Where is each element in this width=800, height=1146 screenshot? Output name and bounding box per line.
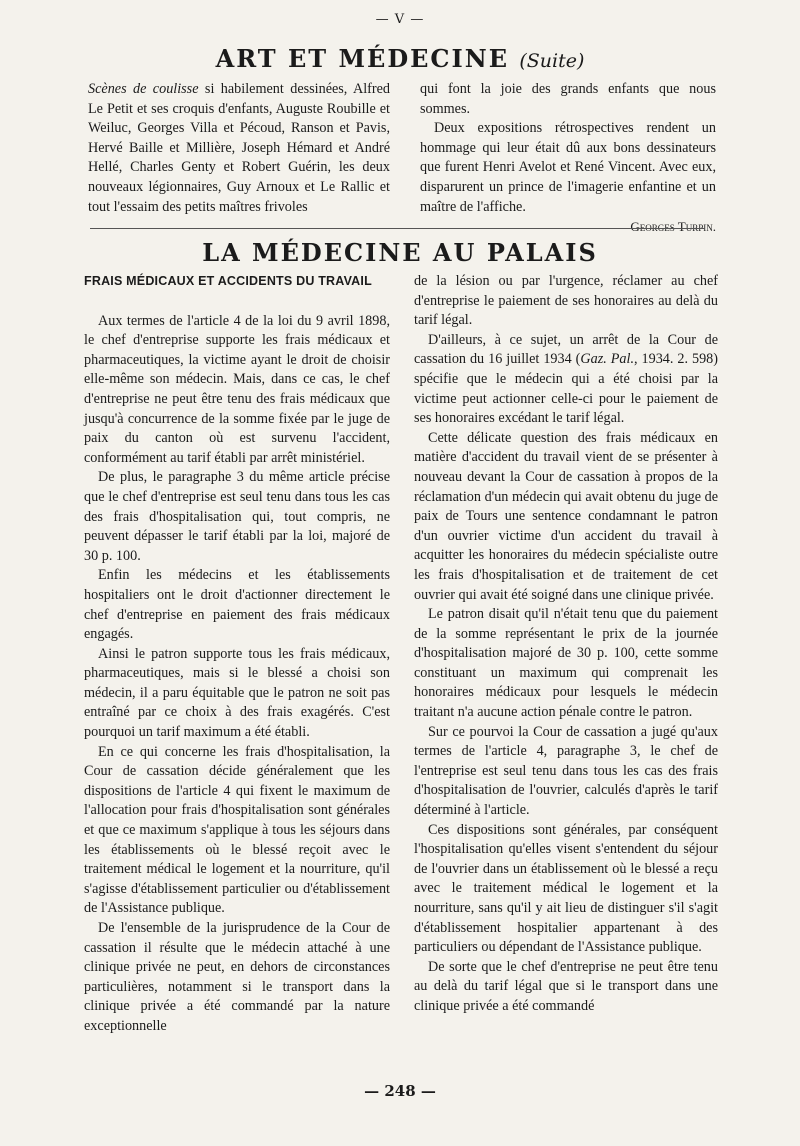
- left-paragraph-3: Enfin les médecins et les établissements hospitaliers ont le droit d'actionner directement le chef d'entreprise en paiement des frais médicaux engagés.: [84, 567, 390, 643]
- left-paragraph-5: En ce qui concerne les frais d'hospitalisation, la Cour de cassation décide généralement que les dispositions de l'article 4 qui fixent le maximum de l'allocation pour frais d'hospitalisation sont générales et que ce maximum s'applique à tous les séjours dans les établissements où le blessé reçoit avec le traitement médical le logement et la nourriture, qu'il s'agisse d'établissement particulier ou d'établissement de l'Assistance publique.: [84, 743, 390, 917]
- article-title-art-et-medecine: [0, 44, 800, 73]
- art-right-paragraph-1: qui font la joie des grands enfants que nous sommes.: [420, 81, 716, 117]
- right-paragraph-0: de la lésion ou par l'urgence, réclamer au chef d'entreprise le paiement de ses honoraires au delà du tarif légal.: [414, 273, 718, 329]
- right-paragraph-2: Cette délicate question des frais médicaux en matière d'accident du travail vient de se présenter à nouveau devant la Cour de cassation à propos de la réclamation d'un médecin qui avait obtenu du juge de paix de Tours une sentence condamnant le patron d'un ouvrier victime d'un accident du travail à acquitter les honoraires du médecin spécialiste outre les frais d'hospitalisation et de traitement de cet ouvrier qui avait été soigné dans une clinique privée.: [414, 429, 718, 603]
- article-title-medecine-au-palais: LA MÉDECINE AU PALAIS: [202, 238, 598, 267]
- palais-right-column: [414, 272, 718, 1017]
- title-suite: (Suite): [519, 50, 585, 72]
- right-paragraph-1-start: D'ailleurs, à ce sujet, un arrêt de la Cour de cassation du 16 juillet 1934 (: [414, 331, 718, 368]
- palais-left-column: [84, 272, 390, 1037]
- art-left-column: [88, 80, 390, 217]
- section-subheading: FRAIS MÉDICAUX ET ACCIDENTS DU TRAVAIL: [84, 274, 372, 288]
- left-paragraph-6: De l'ensemble de la jurisprudence de la Cour de cassation il résulte que le médecin attaché à une clinique privée ne peut, en dehors de circonstances particulières, notamment si le transport dans la clinique privée a été commandé par la nature exceptionnelle: [84, 920, 390, 1034]
- left-paragraph-1: Aux termes de l'article 4 de la loi du 9 avril 1898, le chef d'entreprise supporte les frais médicaux et pharmaceutiques, la victime ayant le droit de choisir elle-même son médecin. Mais, dans ce cas, le chef d'entreprise ne peut être tenu des frais médicaux que jusqu'à concurrence de la somme fixée par le juge de paix du canton où est survenu l'accident, conformément au tarif établi par arrêt ministériel.: [84, 312, 390, 466]
- right-paragraph-6: De sorte que le chef d'entreprise ne peut être tenu au delà du tarif légal que si le transport dans une clinique privée a été commandé: [414, 958, 718, 1014]
- art-right-column: [420, 80, 716, 237]
- art-lead-italic: Scènes de coulisse: [88, 81, 199, 97]
- art-left-paragraph: [88, 80, 390, 217]
- title-text: ART ET MÉDECINE: [215, 44, 509, 73]
- citation-gaz-pal: Gaz. Pal.: [580, 351, 634, 368]
- art-right-paragraph-2: Deux expositions rétrospectives rendent un hommage qui leur était dû aux bons dessinateurs que furent Henri Avelot et René Vincent. Avec eux, disparurent un prince de l'imagerie enfantine et un maître de l'affiche.: [420, 120, 716, 215]
- right-paragraph-1-end: , 1934. 2. 598) spécifie que le médecin qui a été choisi par la victime peut actionner celle-ci pour le paiement de ses honoraires excédant le tarif légal.: [414, 351, 718, 427]
- right-paragraph-5: Ces dispositions sont générales, par conséquent l'hospitalisation qu'elles visent s'entendent du séjour de l'ouvrier dans un établissement où le blessé a reçu avec le traitement médical le logement et la nourriture, sans qu'il y ait lieu de distinguer s'il s'agit d'établissement hospitalier appartenant à des particuliers ou dépendant de l'Assistance publique.: [414, 821, 718, 956]
- section-divider: [90, 228, 705, 229]
- page-number: — 248 —: [364, 1082, 436, 1100]
- right-paragraph-4: Sur ce pourvoi la Cour de cassation a jugé qu'aux termes de l'article 4, paragraphe 3, le chef de l'entreprise est seul tenu dans tous les cas des frais d'hospitalisation de l'ouvrier, calculés d'après le tarif déterminé à l'article.: [414, 723, 718, 819]
- left-paragraph-4: Ainsi le patron supporte tous les frais médicaux, pharmaceutiques, mais si le blessé a choisi son médecin, il a paru équitable que le patron ne soit pas entraîné par ce choix à des frais exagérés. C'est pourquoi un tarif maximum a été établi.: [84, 645, 390, 741]
- art-left-text: si habilement dessinées, Alfred Le Petit et ses croquis d'enfants, Auguste Roubille et Weiluc, Georges Villa et Pécoud, Ranson et Pavis, Hervé Baille et Millière, Joseph Hémard et André Hellé, Charles Genty et Robert Guérin, les deux nouveaux légionnaires, Guy Arnoux et Le Rallic et tout l'essaim des petits maîtres frivoles: [88, 81, 391, 215]
- left-paragraph-2: De plus, le paragraphe 3 du même article précise que le chef d'entreprise est seul tenu dans tous les cas des frais d'hospitalisation qui, tout compris, ne peuvent dépasser le tarif établi par la loi, majoré de 30 p. 100.: [84, 469, 390, 564]
- right-paragraph-3: Le patron disait qu'il n'était tenu que du paiement de la somme représentant le prix de la journée d'hospitalisation majoré de 30 p. 100, cette somme constituant un maximum qui comprenait les honoraires médicaux pour lesquels le médecin traitant n'a aucune action pénale contre le patron.: [414, 606, 718, 721]
- page-folio: — V —: [375, 12, 425, 27]
- author-signature: Georges Turpin.: [630, 219, 716, 235]
- right-paragraph-1: [414, 331, 718, 429]
